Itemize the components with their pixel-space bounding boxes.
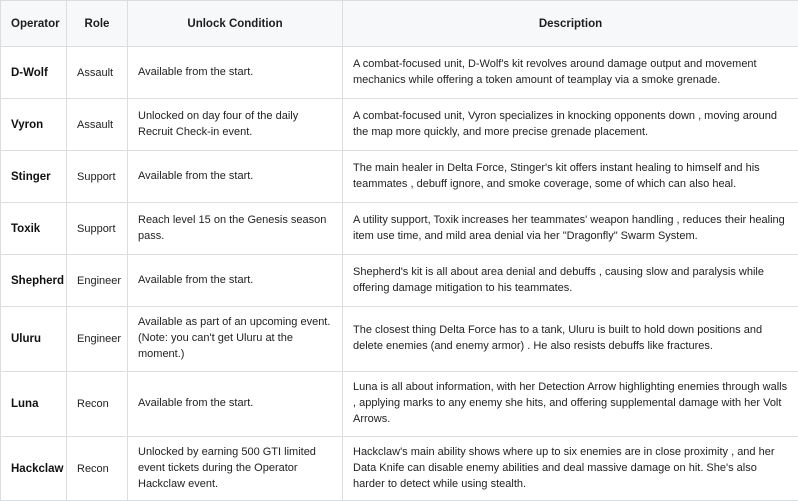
cell-unlock-condition: Available as part of an upcoming event. (Note: you can't get Uluru at the moment.) <box>128 307 343 372</box>
table-row <box>1 47 798 99</box>
cell-unlock-condition: Unlocked on day four of the daily Recruit Check-in event. <box>128 99 343 151</box>
cell-role: Recon <box>67 436 128 501</box>
cell-operator: Luna <box>1 371 67 436</box>
cell-role: Support <box>67 151 128 203</box>
table-row <box>1 371 798 436</box>
cell-description: A utility support, Toxik increases her teammates' weapon handling , reduces their healing item use time, and mild area denial via her "Dragonfly" Swarm System. <box>343 203 798 255</box>
cell-unlock-condition: Available from the start. <box>128 371 343 436</box>
table-header <box>1 1 798 47</box>
cell-operator: Hackclaw <box>1 436 67 501</box>
cell-role: Recon <box>67 371 128 436</box>
table-row <box>1 436 798 501</box>
table-row <box>1 151 798 203</box>
cell-operator: Stinger <box>1 151 67 203</box>
cell-unlock-condition: Unlocked by earning 500 GTI limited event tickets during the Operator Hackclaw event. <box>128 436 343 501</box>
cell-role: Engineer <box>67 307 128 372</box>
cell-unlock-condition: Available from the start. <box>128 255 343 307</box>
cell-role: Support <box>67 203 128 255</box>
cell-description: A combat-focused unit, Vyron specializes in knocking opponents down , moving around the map more quickly, and more precise grenade placement. <box>343 99 798 151</box>
column-header-role: Role <box>67 1 128 47</box>
cell-operator: Uluru <box>1 307 67 372</box>
cell-operator: Vyron <box>1 99 67 151</box>
cell-description: Hackclaw's main ability shows where up to six enemies are in close proximity , and her Data Knife can disable enemy abilities and deal massive damage on hit. She's also harder to detect while using stealth. <box>343 436 798 501</box>
table-body <box>1 47 798 501</box>
cell-unlock-condition: Available from the start. <box>128 151 343 203</box>
cell-description: Luna is all about information, with her Detection Arrow highlighting enemies through walls , applying marks to any enemy she hits, and offering supplemental damage with her Volt Arrows. <box>343 371 798 436</box>
table-header-row <box>1 1 798 47</box>
column-header-unlock-condition: Unlock Condition <box>128 1 343 47</box>
table-row <box>1 307 798 372</box>
cell-operator: Shepherd <box>1 255 67 307</box>
cell-description: A combat-focused unit, D-Wolf's kit revolves around damage output and movement mechanics while offering a token amount of teamplay via a smoke grenade. <box>343 47 798 99</box>
cell-unlock-condition: Available from the start. <box>128 47 343 99</box>
cell-description: Shepherd's kit is all about area denial and debuffs , causing slow and paralysis while offering damage mitigation to his teammates. <box>343 255 798 307</box>
column-header-description: Description <box>343 1 798 47</box>
table-row <box>1 99 798 151</box>
table-row <box>1 203 798 255</box>
cell-description: The main healer in Delta Force, Stinger's kit offers instant healing to himself and his teammates , debuff ignore, and smoke coverage, some of which can also heal. <box>343 151 798 203</box>
column-header-operator: Operator <box>1 1 67 47</box>
cell-operator: D-Wolf <box>1 47 67 99</box>
table-row <box>1 255 798 307</box>
cell-role: Engineer <box>67 255 128 307</box>
cell-role: Assault <box>67 47 128 99</box>
cell-description: The closest thing Delta Force has to a tank, Uluru is built to hold down positions and delete enemies (and enemy armor) . He also resists debuffs like fractures. <box>343 307 798 372</box>
cell-unlock-condition: Reach level 15 on the Genesis season pass. <box>128 203 343 255</box>
cell-operator: Toxik <box>1 203 67 255</box>
cell-role: Assault <box>67 99 128 151</box>
